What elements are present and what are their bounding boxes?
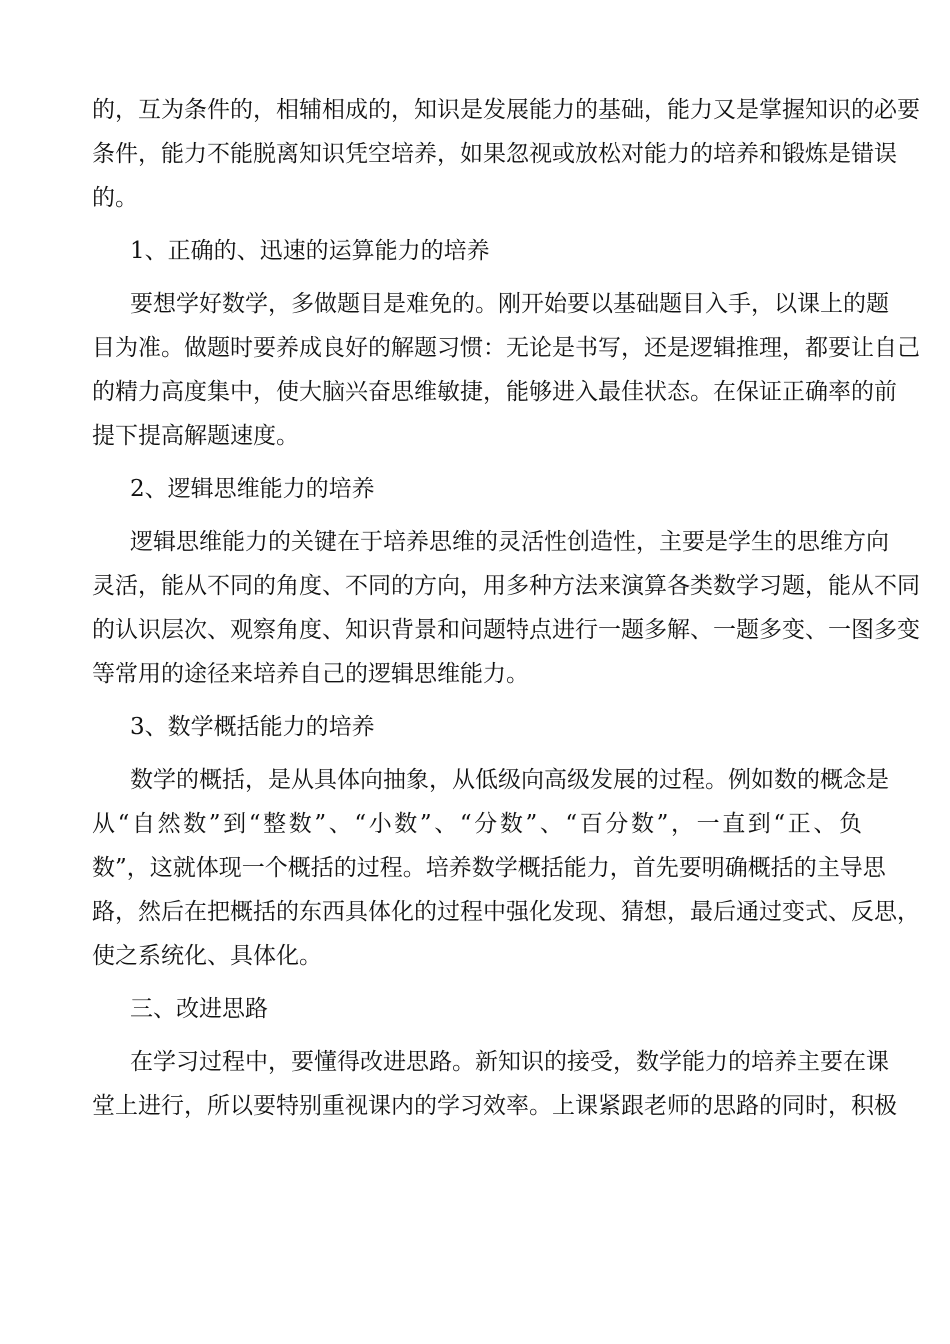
text-line: 数学的概括，是从具体向抽象，从低级向高级发展的过程。例如数的概念是: [130, 767, 889, 793]
text-line: 数”，这就体现一个概括的过程。培养数学概括能力，首先要明确概括的主导思: [92, 855, 886, 881]
text-line: 的精力高度集中，使大脑兴奋思维敏捷，能够进入最佳状态。在保证正确率的前: [92, 379, 897, 405]
paragraph-computation: [92, 282, 920, 458]
section-heading-3: 3、数学概括能力的培养: [130, 714, 375, 740]
text-line: 路，然后在把概括的东西具体化的过程中强化发现、猜想，最后通过变式、反思，: [92, 899, 920, 925]
section-heading-2: 2、逻辑思维能力的培养: [130, 476, 375, 502]
paragraph-continuation: [92, 88, 920, 220]
text-line: 灵活，能从不同的角度、不同的方向，用多种方法来演算各类数学习题，能从不同: [92, 573, 920, 599]
text-line: 要想学好数学，多做题目是难免的。刚开始要以基础题目入手，以课上的题: [130, 291, 889, 317]
paragraph-generalization: [92, 758, 920, 978]
text-line: 的认识层次、观察角度、知识背景和问题特点进行一题多解、一题多变、一图多变: [92, 617, 920, 643]
text-line: 条件，能力不能脱离知识凭空培养，如果忽视或放松对能力的培养和锻炼是错误: [92, 141, 897, 167]
paragraph-logic: [92, 520, 920, 696]
section-heading-improve: 三、改进思路: [130, 996, 268, 1022]
section-heading-1: 1、正确的、迅速的运算能力的培养: [130, 238, 490, 264]
text-line: 提下提高解题速度。: [92, 423, 299, 449]
text-line: 的，互为条件的，相辅相成的，知识是发展能力的基础，能力又是掌握知识的必要: [92, 97, 920, 123]
text-line: 的。: [92, 185, 138, 211]
text-line: 堂上进行，所以要特别重视课内的学习效率。上课紧跟老师的思路的同时，积极: [92, 1093, 897, 1119]
text-line: 从“自然数”到“整数”、“小数”、“分数”、“百分数”，一直到“正、负: [92, 811, 862, 837]
text-line: 逻辑思维能力的关键在于培养思维的灵活性创造性，主要是学生的思维方向: [130, 529, 889, 555]
text-line: 在学习过程中，要懂得改进思路。新知识的接受，数学能力的培养主要在课: [130, 1049, 889, 1075]
text-line: 目为准。做题时要养成良好的解题习惯：无论是书写，还是逻辑推理，都要让自己: [92, 335, 920, 361]
text-line: 使之系统化、具体化。: [92, 943, 322, 969]
document-page: [92, 88, 920, 1128]
paragraph-improve: [92, 1040, 897, 1128]
text-line: 等常用的途径来培养自己的逻辑思维能力。: [92, 661, 529, 687]
